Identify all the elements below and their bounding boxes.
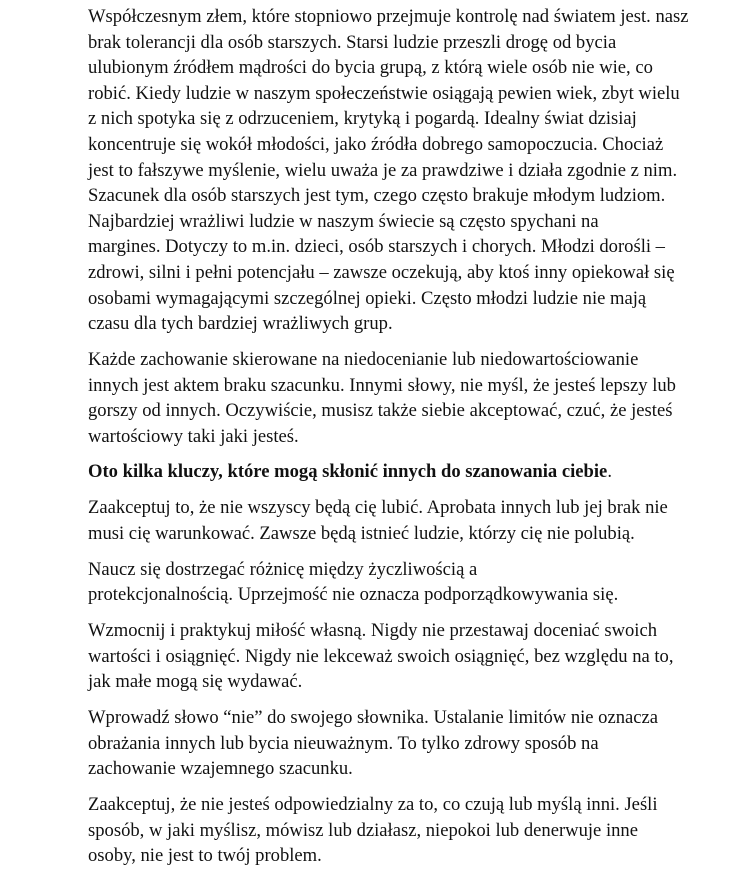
text-line: jest to fałszywe myślenie, wielu uważa je za prawdziwe i działa zgodnie z nim. xyxy=(88,159,678,181)
paragraph-intro xyxy=(88,4,754,337)
text-line: wartości i osiągnięć. Nigdy nie lekceważ swoich osiągnięć, bez względu na to, xyxy=(88,645,674,667)
text-line: Zaakceptuj to, że nie wszyscy będą cię lubić. Aprobata innych lub jej brak nie xyxy=(88,497,668,519)
text-line: sposób, w jaki myślisz, mówisz lub działasz, niepokoi lub denerwuje inne xyxy=(88,819,638,841)
text-line: jak małe mogą się wydawać. xyxy=(88,671,303,693)
text-line: zdrowi, silni i pełni potencjału – zawsze oczekują, aby ktoś inny opiekował się xyxy=(88,261,675,283)
text-line: zachowanie wzajemnego szacunku. xyxy=(88,758,353,780)
text-line: musi cię warunkować. Zawsze będą istnieć ludzie, którzy cię nie polubią. xyxy=(88,522,635,544)
text-line: Wzmocnij i praktykuj miłość własną. Nigdy nie przestawaj doceniać swoich xyxy=(88,620,658,641)
paragraph-respect xyxy=(88,347,754,449)
text-line: Najbardziej wrażliwi ludzie w naszym świecie są często spychani na xyxy=(88,210,599,232)
text-line: Naucz się dostrzegać różnicę między życzliwością a xyxy=(88,558,478,580)
document-page xyxy=(88,4,754,869)
text-line: robić. Kiedy ludzie w naszym społeczeństwie osiągają pewien wiek, zbyt wielu xyxy=(88,82,680,104)
text-line: Szacunek dla osób starszych jest tym, czego często brakuje młodym ludziom. xyxy=(88,185,666,207)
text-line: z nich spotyka się z odrzuceniem, krytyką i pogardą. Idealny świat dzisiaj xyxy=(88,108,637,130)
text-line: protekcjonalnością. Uprzejmość nie oznacza podporządkowywania się. xyxy=(88,584,619,606)
paragraph-say-no xyxy=(88,705,754,782)
text-line: Każde zachowanie skierowane na niedocenianie lub niedowartościowanie xyxy=(88,348,639,370)
paragraph-kindness xyxy=(88,557,754,608)
text-line: margines. Dotyczy to m.in. dzieci, osób starszych i chorych. Młodzi dorośli – xyxy=(88,236,665,258)
text-line: Współczesnym złem, które stopniowo przejmuje kontrolę nad światem jest. nasz xyxy=(88,6,689,27)
text-line: Wprowadź słowo “nie” do swojego słownika. Ustalanie limitów nie oznacza xyxy=(88,706,659,728)
text-line: czasu dla tych bardziej wrażliwych grup. xyxy=(88,313,393,335)
text-line: wartościowy taki jaki jesteś. xyxy=(88,425,299,447)
text-line: osoby, nie jest to twój problem. xyxy=(88,845,322,867)
keys-heading xyxy=(88,459,754,485)
text-line: gorszy od innych. Oczywiście, musisz także siebie akceptować, czuć, że jesteś xyxy=(88,400,673,422)
text-line: osobami wymagającymi szczególnej opieki. Często młodzi ludzie nie mają xyxy=(88,287,647,309)
text-line: koncentruje się wokół młodości, jako źródła dobrego samopoczucia. Chociaż xyxy=(88,133,664,155)
paragraph-acceptance xyxy=(88,495,754,546)
text-line: brak tolerancji dla osób starszych. Starsi ludzie przeszli drogę od bycia xyxy=(88,31,617,53)
text-line: ulubionym źródłem mądrości do bycia grupą, z którą wiele osób nie wie, co xyxy=(88,57,653,79)
keys-heading-bold: Oto kilka kluczy, które mogą skłonić innych do szanowania ciebie xyxy=(88,461,608,483)
paragraph-self-love xyxy=(88,618,754,695)
text-line: innych jest aktem braku szacunku. Innymi słowy, nie myśl, że jesteś lepszy lub xyxy=(88,374,676,396)
keys-heading-period: . xyxy=(607,461,612,483)
text-line: Zaakceptuj, że nie jesteś odpowiedzialny za to, co czują lub myślą inni. Jeśli xyxy=(88,793,658,815)
paragraph-responsibility xyxy=(88,792,754,869)
text-line: obrażania innych lub bycia nieuważnym. To tylko zdrowy sposób na xyxy=(88,732,599,754)
